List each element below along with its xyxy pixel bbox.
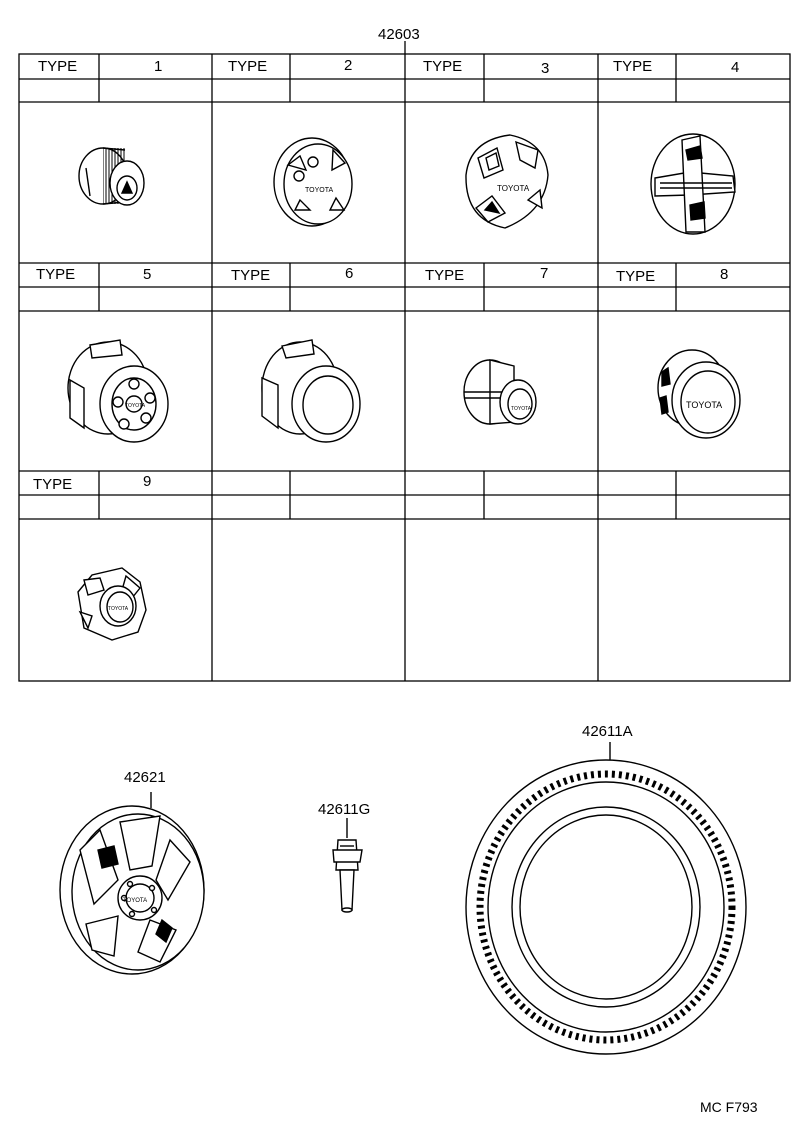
hub-cap-type-3-icon bbox=[466, 135, 548, 228]
hub-cap-type-7-icon bbox=[464, 360, 536, 424]
tire-part-number: 42611A bbox=[582, 723, 633, 740]
hub-cap-type-4-icon bbox=[651, 134, 735, 234]
hub-cap-type-8-icon bbox=[658, 350, 740, 438]
figure-code: MC F793 bbox=[700, 1099, 758, 1115]
type-5-label: TYPE bbox=[36, 266, 76, 283]
type-3-brand-text: TOYOTA bbox=[497, 184, 530, 193]
hub-cap-type-1-icon bbox=[79, 148, 144, 205]
type-2-brand-text: TOYOTA bbox=[305, 187, 334, 194]
hub-cap-type-6-icon bbox=[262, 340, 360, 442]
wheel-cap-part-number: 42621 bbox=[124, 769, 166, 786]
type-7-number: 7 bbox=[540, 265, 549, 282]
assembly-part-number: 42603 bbox=[378, 26, 420, 43]
type-6-label: TYPE bbox=[231, 267, 271, 284]
type-5-brand-text: TOYOTA bbox=[125, 403, 146, 409]
type-3-label: TYPE bbox=[423, 58, 463, 75]
tire-valve-icon bbox=[333, 818, 362, 912]
wheel-cap-brand-text: TOYOTA bbox=[123, 898, 148, 904]
type-2-number: 2 bbox=[344, 57, 353, 74]
type-9-brand-text: TOYOTA bbox=[108, 606, 129, 612]
type-1-number: 1 bbox=[154, 58, 163, 75]
type-1-label: TYPE bbox=[38, 58, 78, 75]
hub-cap-type-5-icon bbox=[68, 340, 168, 442]
type-8-number: 8 bbox=[720, 266, 729, 283]
type-7-brand-text: TOYOTA bbox=[511, 406, 532, 412]
type-5-number: 5 bbox=[143, 266, 152, 283]
hub-cap-type-2-icon bbox=[274, 138, 352, 226]
type-8-label: TYPE bbox=[616, 268, 656, 285]
wheel-cap-icon bbox=[60, 792, 204, 974]
type-9-number: 9 bbox=[143, 473, 152, 490]
type-2-label: TYPE bbox=[228, 58, 268, 75]
type-4-label: TYPE bbox=[613, 58, 653, 75]
tire-icon bbox=[466, 742, 746, 1054]
type-3-number: 3 bbox=[541, 60, 550, 77]
type-7-label: TYPE bbox=[425, 267, 465, 284]
valve-part-number: 42611G bbox=[318, 801, 371, 818]
hub-cap-type-9-icon bbox=[78, 568, 146, 640]
type-6-number: 6 bbox=[345, 265, 354, 282]
type-4-number: 4 bbox=[731, 59, 740, 76]
type-8-brand-text: TOYOTA bbox=[686, 400, 723, 410]
type-9-label: TYPE bbox=[33, 476, 73, 493]
